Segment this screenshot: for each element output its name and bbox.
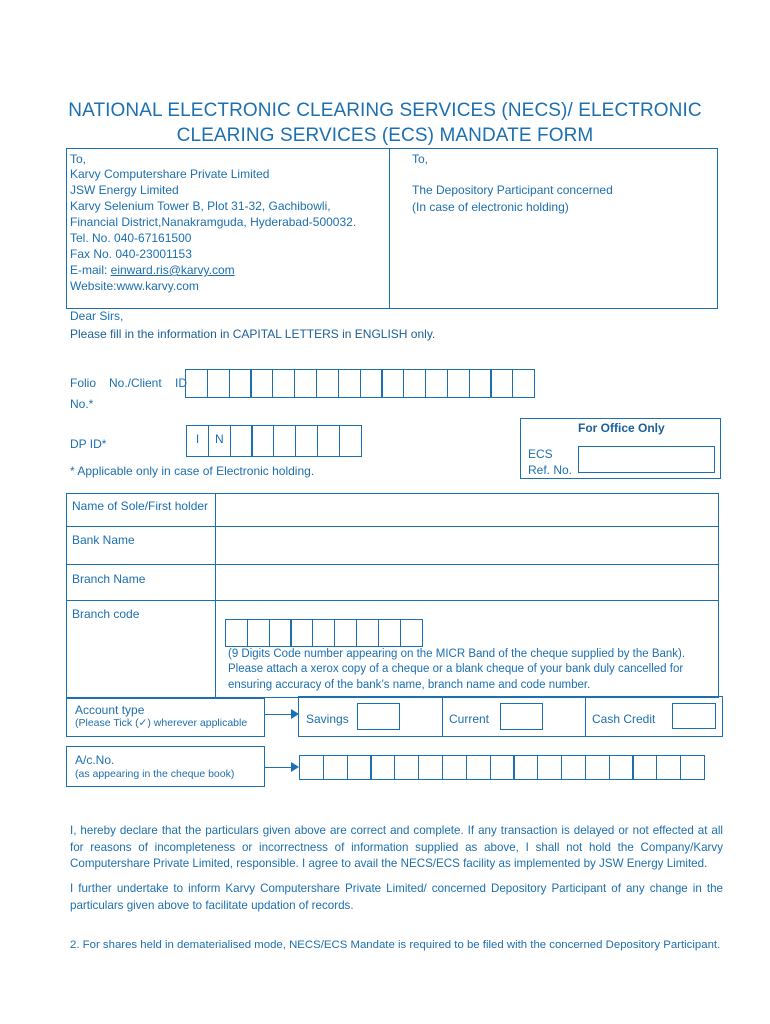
ac-no-cell[interactable]: [537, 755, 562, 780]
column-divider: [215, 601, 216, 697]
holder-label: Name of Sole/First holder: [72, 499, 209, 513]
folio-cell[interactable]: [229, 369, 252, 398]
form-title-line1: NATIONAL ELECTRONIC CLEARING SERVICES (NECS)/ ELECTRONIC: [68, 100, 702, 121]
ac-no-cell[interactable]: [323, 755, 348, 780]
folio-cell[interactable]: [185, 369, 208, 398]
bank-row: [67, 527, 718, 565]
telephone: Tel. No. 040-67161500: [70, 231, 192, 245]
ac-no-cell[interactable]: [370, 755, 395, 780]
savings-label: Savings: [306, 712, 349, 726]
ac-no-cell[interactable]: [632, 755, 657, 780]
website: Website:www.karvy.com: [70, 279, 199, 293]
micr-cell[interactable]: [356, 619, 379, 647]
micr-cell[interactable]: [225, 619, 248, 647]
dp-cell[interactable]: [230, 425, 253, 457]
micr-cell[interactable]: [400, 619, 423, 647]
ac-no-cell[interactable]: [442, 755, 467, 780]
address-line: Financial District,Nanakramguda, Hyderabad-500032.: [70, 215, 357, 229]
dp-cell[interactable]: [295, 425, 318, 457]
ac-no-input-boxes[interactable]: [299, 755, 705, 780]
folio-cell[interactable]: [490, 369, 513, 398]
branch-code-label: Branch code: [72, 607, 140, 621]
ac-no-cell[interactable]: [609, 755, 634, 780]
folio-cell[interactable]: [425, 369, 448, 398]
ecs-label-1: ECS: [528, 447, 553, 461]
folio-cell[interactable]: [360, 369, 383, 398]
ac-no-cell[interactable]: [585, 755, 610, 780]
micr-note-2: Please attach a xerox copy of a cheque or a blank cheque of your bank duly cancelled for: [228, 663, 684, 675]
arrow-icon: [265, 767, 297, 768]
folio-label-1: Folio: [70, 376, 97, 390]
declaration-paragraph-3: 2. For shares held in dematerialised mode, NECS/ECS Mandate is required to be filed with the concerned Depository Participant.: [70, 939, 721, 951]
micr-cell[interactable]: [269, 619, 292, 647]
micr-cell[interactable]: [247, 619, 270, 647]
column-divider: [215, 494, 216, 526]
micr-cell[interactable]: [378, 619, 401, 647]
declaration-paragraph-2: I further undertake to inform Karvy Computershare Private Limited/ concerned Depository Participant of any change in the particulars given above to facilitate updation of records.: [70, 882, 723, 912]
folio-cell[interactable]: [272, 369, 295, 398]
fax: Fax No. 040-23001153: [70, 247, 192, 261]
folio-cell[interactable]: [207, 369, 230, 398]
branch-row: [67, 565, 718, 601]
ac-no-cell[interactable]: [418, 755, 443, 780]
cash-credit-checkbox[interactable]: [672, 703, 716, 729]
folio-cell[interactable]: [381, 369, 404, 398]
folio-cell[interactable]: [469, 369, 492, 398]
address-line: Karvy Computershare Private Limited: [70, 167, 270, 181]
micr-note-1: (9 Digits Code number appearing on the MICR Band of the cheque supplied by the Bank).: [228, 648, 686, 660]
option-divider: [442, 697, 443, 736]
micr-input-boxes[interactable]: [225, 619, 423, 647]
current-label: Current: [449, 712, 490, 726]
ac-no-cell[interactable]: [656, 755, 681, 780]
ac-no-cell[interactable]: [561, 755, 586, 780]
holder-row: [67, 494, 718, 527]
dp-line: The Depository Participant concerned: [412, 183, 613, 197]
dp-id-input-boxes[interactable]: [186, 425, 362, 457]
account-type-hint: (Please Tick (✓) wherever applicable: [75, 717, 248, 729]
savings-checkbox[interactable]: [357, 703, 400, 730]
ac-no-cell[interactable]: [680, 755, 705, 780]
folio-label-3: ID: [175, 376, 187, 390]
ac-no-cell[interactable]: [299, 755, 324, 780]
folio-label-4: No.*: [70, 397, 94, 411]
ac-no-label: A/c.No.: [75, 753, 115, 767]
declaration-paragraph-1: I, hereby declare that the particulars given above are correct and complete. If any transaction is delayed or not effected at all for reasons of incompleteness or incorrectness of information supplied as above, I shall not hold the Company/Karvy Computershare Private Limited, responsible. I agree to avail the NECS/ECS facility as implemented by JSW Energy Limited.: [70, 824, 723, 870]
folio-cell[interactable]: [447, 369, 470, 398]
office-heading: For Office Only: [578, 421, 665, 435]
folio-input-boxes[interactable]: [185, 369, 535, 398]
dp-cell[interactable]: [317, 425, 340, 457]
folio-cell[interactable]: [403, 369, 426, 398]
dp-id-label: DP ID*: [70, 437, 107, 451]
to-left: To,: [70, 152, 87, 166]
folio-cell[interactable]: [316, 369, 339, 398]
column-divider: [215, 527, 216, 564]
option-divider: [585, 697, 586, 736]
ac-no-hint: (as appearing in the cheque book): [75, 768, 235, 780]
cash-credit-label: Cash Credit: [592, 712, 656, 726]
address-line: Karvy Selenium Tower B, Plot 31-32, Gachibowli,: [70, 199, 331, 213]
account-type-label: Account type: [75, 703, 145, 717]
form-title-line2: CLEARING SERVICES (ECS) MANDATE FORM: [176, 125, 594, 146]
to-right: To,: [412, 152, 429, 166]
ecs-ref-input[interactable]: [578, 446, 715, 473]
email-row: [70, 263, 235, 277]
micr-cell[interactable]: [334, 619, 357, 647]
folio-cell[interactable]: [250, 369, 273, 398]
folio-label-2: No./Client: [109, 376, 162, 390]
dp-cell[interactable]: [273, 425, 296, 457]
ac-no-cell[interactable]: [394, 755, 419, 780]
dp-line: (In case of electronic holding): [412, 200, 569, 214]
arrow-icon: [265, 714, 297, 715]
instruction: Please fill in the information in CAPITAL LETTERS in ENGLISH only.: [70, 327, 436, 341]
salutation: Dear Sirs,: [70, 309, 124, 323]
dp-cell[interactable]: [251, 425, 274, 457]
ac-no-cell[interactable]: [513, 755, 538, 780]
dp-prefix-n: N: [208, 425, 231, 457]
micr-note-3: ensuring accuracy of the bank’s name, branch name and code number.: [228, 679, 591, 691]
email-link[interactable]: einward.ris@karvy.com: [110, 263, 235, 277]
folio-cell[interactable]: [512, 369, 535, 398]
address-line: JSW Energy Limited: [70, 183, 179, 197]
ac-no-cell[interactable]: [466, 755, 491, 780]
email-label: E-mail:: [70, 263, 111, 277]
folio-cell[interactable]: [294, 369, 317, 398]
ac-no-cell[interactable]: [347, 755, 372, 780]
dp-cell[interactable]: [339, 425, 362, 457]
column-divider: [215, 565, 216, 600]
micr-cell[interactable]: [290, 619, 313, 647]
footnote: * Applicable only in case of Electronic holding.: [70, 464, 315, 478]
branch-label: Branch Name: [72, 572, 146, 586]
folio-cell[interactable]: [338, 369, 361, 398]
address-divider: [389, 149, 390, 308]
micr-cell[interactable]: [312, 619, 335, 647]
current-checkbox[interactable]: [500, 703, 543, 730]
ac-no-cell[interactable]: [490, 755, 515, 780]
dp-prefix-i: I: [186, 425, 209, 457]
bank-label: Bank Name: [72, 533, 135, 547]
ecs-label-2: Ref. No.: [528, 463, 573, 477]
